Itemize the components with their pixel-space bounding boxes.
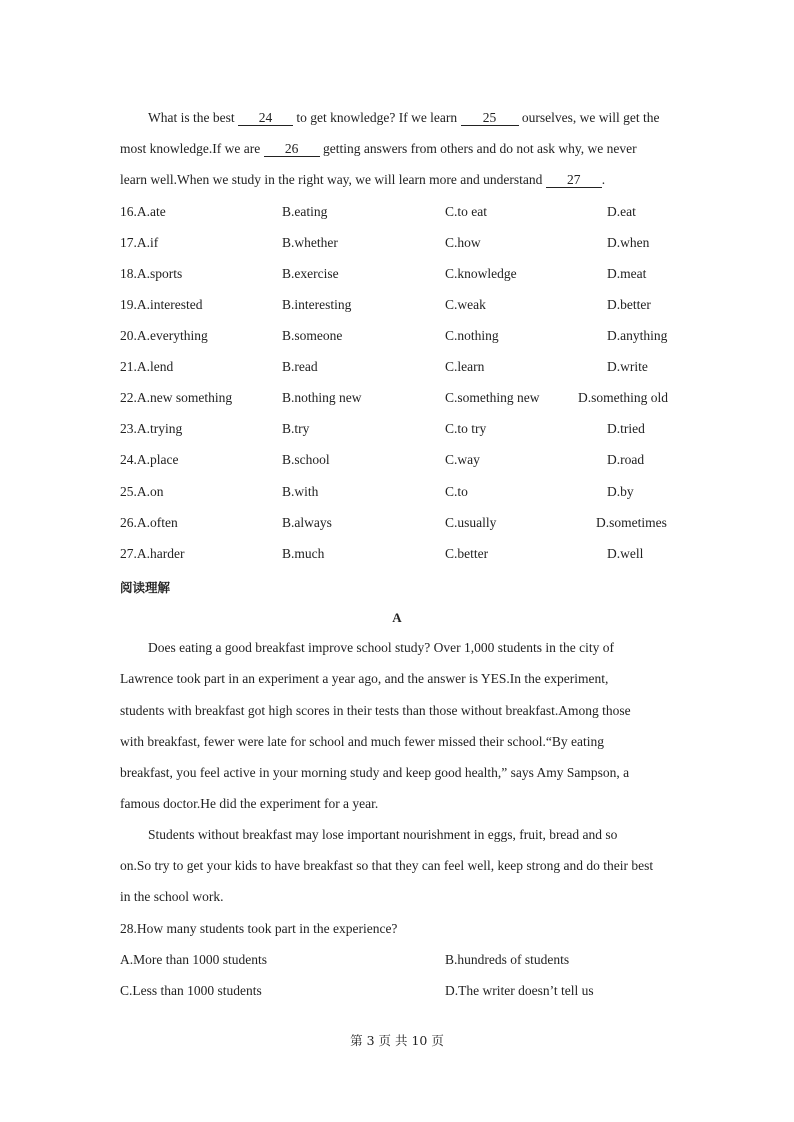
option-d: D.sometimes: [596, 515, 667, 530]
passage-line: Does eating a good breakfast improve school study? Over 1,000 students in the city of: [148, 640, 615, 655]
option-c: C.way: [445, 452, 480, 467]
option-c: C.better: [445, 546, 489, 561]
blank-24: 24: [238, 111, 293, 126]
option-d: D.road: [607, 452, 645, 467]
passage-line: Lawrence took part in an experiment a year ago, and the answer is YES.In the experiment,: [120, 671, 609, 686]
option-row-24: [120, 452, 680, 472]
option-a: 22.A.new something: [120, 390, 233, 405]
section-heading: 阅读理解: [120, 580, 171, 595]
option-row-23: [120, 421, 680, 441]
blank-27: 27: [546, 173, 602, 188]
option-d: D.something old: [578, 390, 668, 405]
intro-text: ourselves, we will get the: [518, 110, 660, 125]
option-b: B.with: [282, 484, 319, 499]
option-b: B.whether: [282, 235, 338, 250]
option-c: C.weak: [445, 297, 486, 312]
blank-26: 26: [264, 142, 320, 157]
option-c: C.to try: [445, 421, 487, 436]
option-row-18: [120, 266, 680, 286]
option-row-16: [120, 204, 680, 224]
option-row-20: [120, 328, 680, 348]
intro-line-3: [120, 172, 605, 188]
option-b: B.always: [282, 515, 332, 530]
option-b: B.interesting: [282, 297, 352, 312]
option-b: B.exercise: [282, 266, 339, 281]
intro-line-2: [120, 141, 637, 157]
option-d: D.well: [607, 546, 644, 561]
passage-line: in the school work.: [120, 889, 224, 904]
option-d: D.when: [607, 235, 650, 250]
option-row-17: [120, 235, 680, 255]
option-a: 26.A.often: [120, 515, 178, 530]
option-a: 20.A.everything: [120, 328, 208, 343]
option-b: B.school: [282, 452, 330, 467]
option-d: D.by: [607, 484, 634, 499]
option-a: 25.A.on: [120, 484, 164, 499]
intro-text: learn well.When we study in the right way, we will learn more and understand: [120, 172, 546, 187]
option-a: 24.A.place: [120, 452, 179, 467]
option-a: 16.A.ate: [120, 204, 166, 219]
option-row-21: [120, 359, 680, 379]
option-b: B.much: [282, 546, 325, 561]
option-b: B.eating: [282, 204, 328, 219]
option-c: C.knowledge: [445, 266, 517, 281]
option-d: D.anything: [607, 328, 668, 343]
option-c: C.nothing: [445, 328, 499, 343]
passage-line: breakfast, you feel active in your morning study and keep good health,” says Amy Sampson, a: [120, 765, 630, 780]
option-row-25: [120, 484, 680, 504]
passage-line: with breakfast, fewer were late for school and much fewer missed their school.“By eating: [120, 734, 604, 749]
option-a: 23.A.trying: [120, 421, 183, 436]
option-d: D.tried: [607, 421, 645, 436]
option-a: 21.A.lend: [120, 359, 174, 374]
option-d: D.eat: [607, 204, 636, 219]
option-c: C.how: [445, 235, 481, 250]
option-d: D.write: [607, 359, 648, 374]
passage-line: Students without breakfast may lose important nourishment in eggs, fruit, bread and so: [148, 827, 618, 842]
option-c: C.something new: [445, 390, 540, 405]
option-c: C.to: [445, 484, 468, 499]
option-a: 18.A.sports: [120, 266, 183, 281]
passage-line: famous doctor.He did the experiment for a year.: [120, 796, 379, 811]
intro-line-1: [148, 110, 660, 126]
answer-option-c: C.Less than 1000 students: [120, 983, 262, 998]
intro-text: What is the best: [148, 110, 238, 125]
option-row-26: [120, 515, 680, 535]
option-b: B.read: [282, 359, 318, 374]
passage-title: A: [392, 610, 402, 625]
option-c: C.learn: [445, 359, 485, 374]
option-a: 17.A.if: [120, 235, 159, 250]
answer-option-d: D.The writer doesn’t tell us: [445, 983, 594, 998]
passage-line: students with breakfast got high scores in their tests than those without breakfast.Among those: [120, 703, 631, 718]
option-c: C.usually: [445, 515, 497, 530]
option-b: B.nothing new: [282, 390, 362, 405]
option-a: 27.A.harder: [120, 546, 185, 561]
option-c: C.to eat: [445, 204, 487, 219]
option-d: D.meat: [607, 266, 647, 281]
option-d: D.better: [607, 297, 651, 312]
option-row-19: [120, 297, 680, 317]
intro-text: to get knowledge? If we learn: [292, 110, 461, 125]
intro-text: most knowledge.If we are: [120, 141, 264, 156]
page-footer: 第 3 页 共 10 页: [350, 1033, 444, 1048]
blank-25: 25: [461, 111, 519, 126]
question-stem: 28.How many students took part in the experience?: [120, 921, 398, 936]
answer-option-a: A.More than 1000 students: [120, 952, 267, 967]
intro-text: .: [601, 172, 606, 187]
passage-line: on.So try to get your kids to have breakfast so that they can feel well, keep strong and do their best: [120, 858, 654, 873]
option-a: 19.A.interested: [120, 297, 203, 312]
answer-option-b: B.hundreds of students: [445, 952, 570, 967]
intro-text: getting answers from others and do not ask why, we never: [319, 141, 637, 156]
option-b: B.someone: [282, 328, 343, 343]
option-row-27: [120, 546, 680, 566]
option-b: B.try: [282, 421, 310, 436]
option-row-22: [120, 390, 680, 410]
